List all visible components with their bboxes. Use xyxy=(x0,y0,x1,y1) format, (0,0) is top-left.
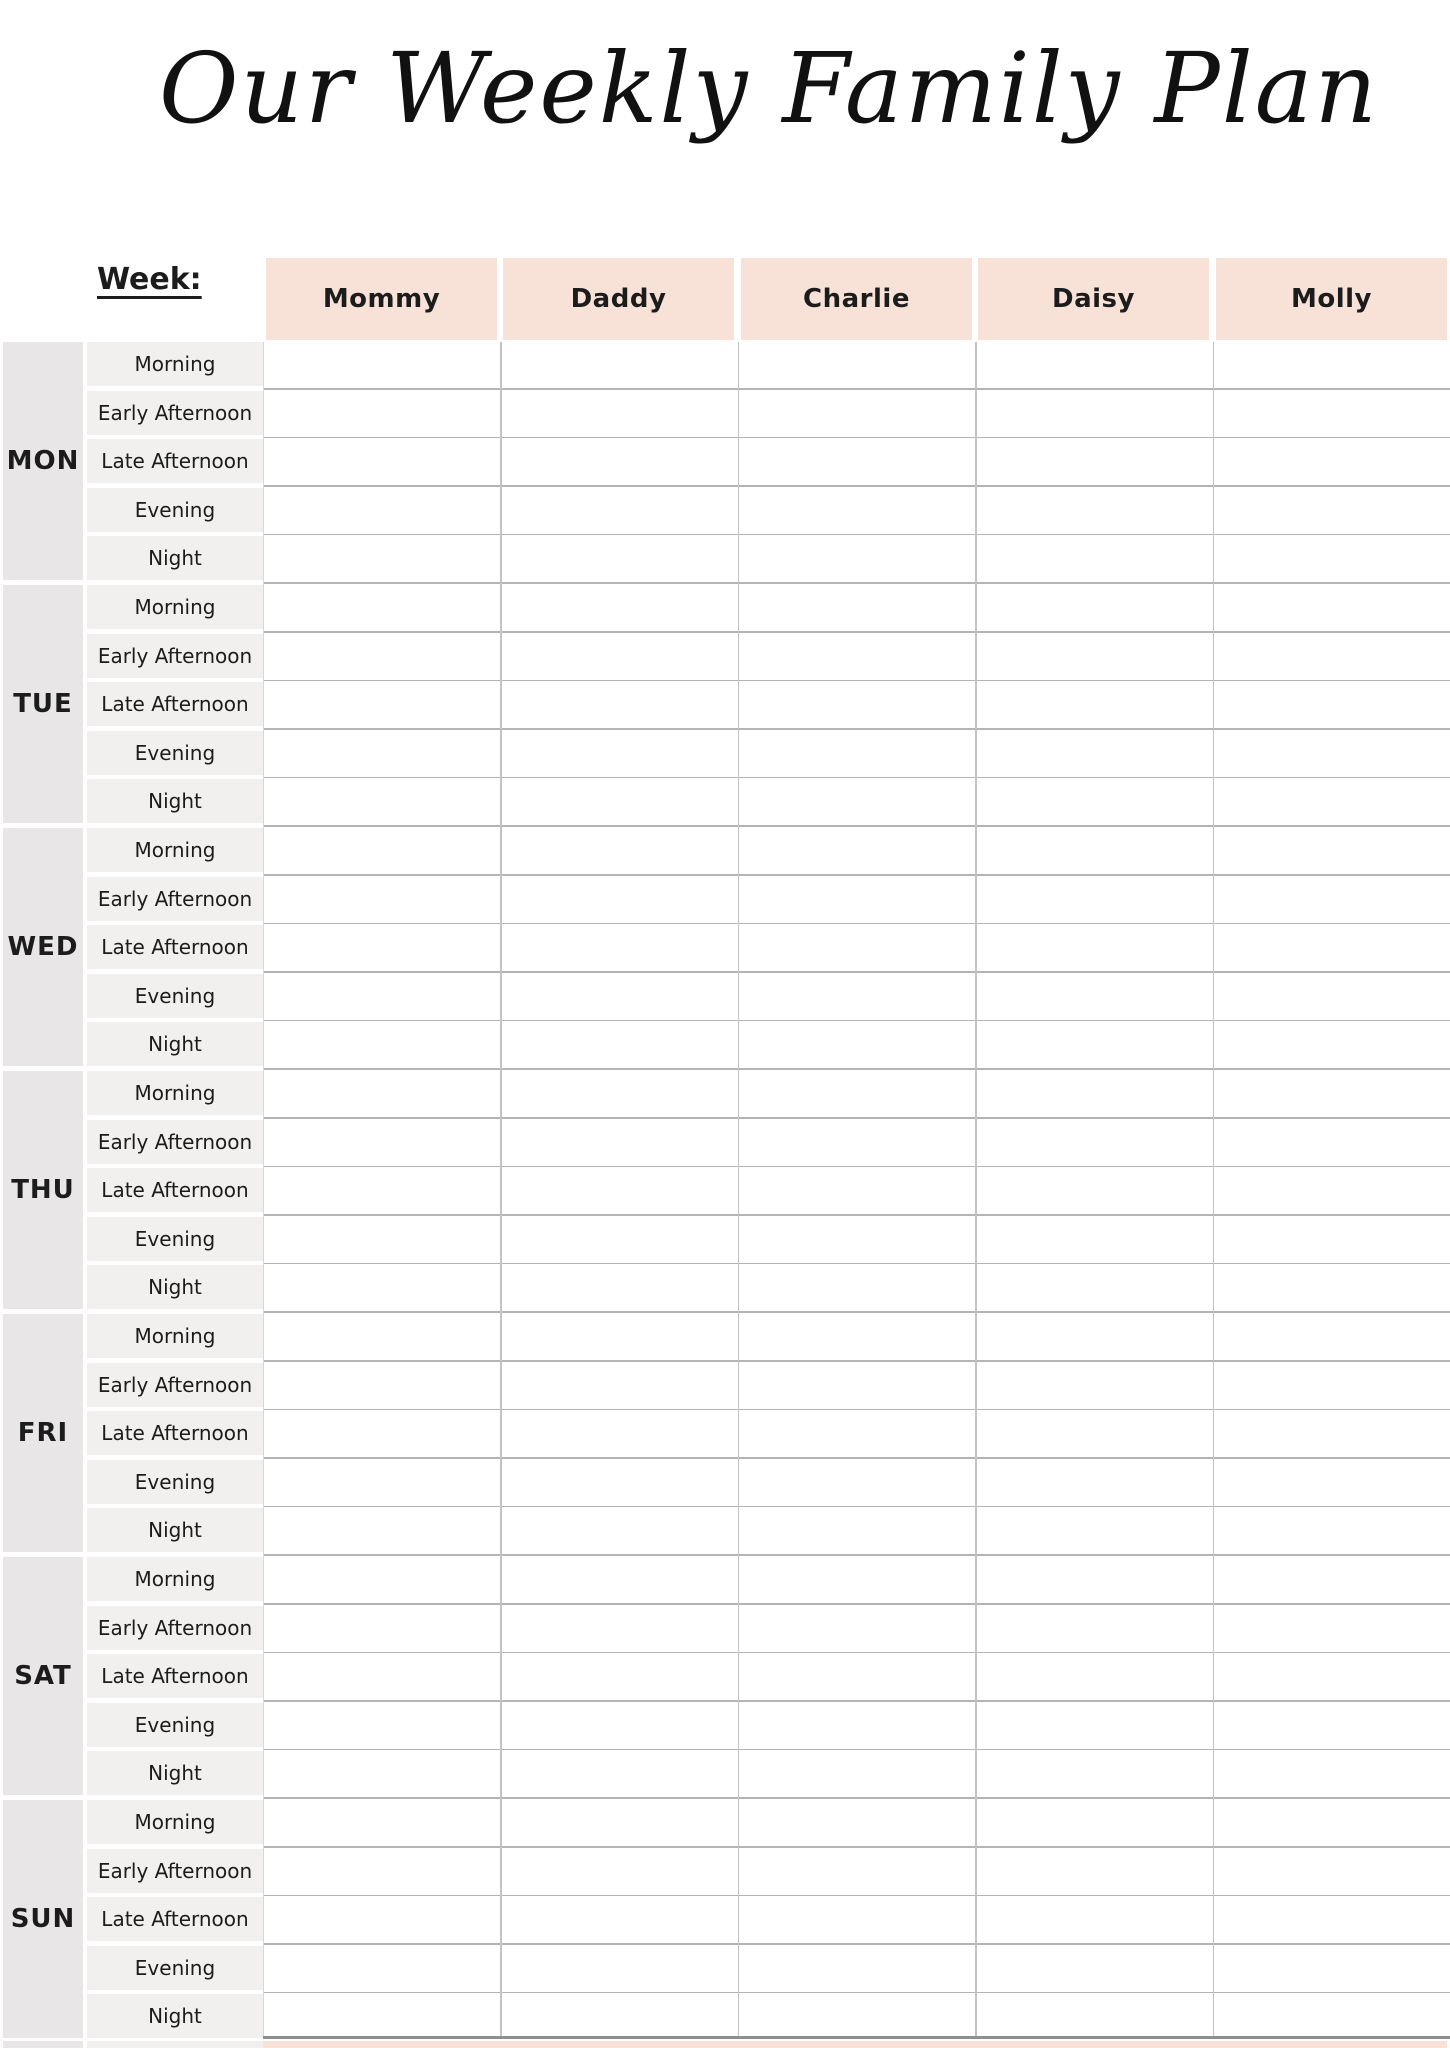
cell-mon-early-afternoon-mommy[interactable] xyxy=(263,391,500,440)
cell-wed-late-afternoon-molly[interactable] xyxy=(1213,925,1450,974)
time-slot-label-fri-late-afternoon: Late Afternoon xyxy=(87,1411,263,1455)
grid-line-horizontal xyxy=(263,971,1450,973)
grid-line-horizontal xyxy=(263,1409,1450,1411)
grid-line-horizontal xyxy=(263,1846,1450,1848)
grid-line-horizontal xyxy=(263,1749,1450,1751)
cell-tue-morning-daisy[interactable] xyxy=(975,585,1212,634)
cell-thu-late-afternoon-molly[interactable] xyxy=(1213,1168,1450,1217)
cell-thu-late-afternoon-daddy[interactable] xyxy=(500,1168,737,1217)
cell-fri-evening-daisy[interactable] xyxy=(975,1460,1212,1509)
cell-thu-evening-charlie[interactable] xyxy=(738,1217,975,1266)
cell-mon-late-afternoon-daisy[interactable] xyxy=(975,439,1212,488)
cell-tue-evening-daisy[interactable] xyxy=(975,731,1212,780)
cell-wed-late-afternoon-daddy[interactable] xyxy=(500,925,737,974)
cell-thu-late-afternoon-daisy[interactable] xyxy=(975,1168,1212,1217)
cell-sun-evening-mommy[interactable] xyxy=(263,1946,500,1995)
column-header-charlie: Charlie xyxy=(741,258,972,340)
grid-line-horizontal xyxy=(263,1263,1450,1265)
cell-thu-early-afternoon-molly[interactable] xyxy=(1213,1120,1450,1169)
day-label-sat: SAT xyxy=(3,1557,83,1795)
cell-sat-morning-daddy[interactable] xyxy=(500,1557,737,1606)
cell-mon-evening-charlie[interactable] xyxy=(738,488,975,537)
grid-line-horizontal xyxy=(263,777,1450,779)
cell-tue-early-afternoon-daddy[interactable] xyxy=(500,634,737,683)
grid-line-horizontal xyxy=(263,1311,1450,1313)
time-slot-label-thu-morning: Morning xyxy=(87,1071,263,1115)
cell-tue-night-mommy[interactable] xyxy=(263,779,500,828)
cell-wed-early-afternoon-daisy[interactable] xyxy=(975,877,1212,926)
cell-wed-evening-molly[interactable] xyxy=(1213,974,1450,1023)
cell-tue-late-afternoon-daisy[interactable] xyxy=(975,682,1212,731)
cell-fri-evening-mommy[interactable] xyxy=(263,1460,500,1509)
cell-wed-morning-daisy[interactable] xyxy=(975,828,1212,877)
cell-thu-night-molly[interactable] xyxy=(1213,1265,1450,1314)
cell-tue-early-afternoon-daisy[interactable] xyxy=(975,634,1212,683)
cell-mon-evening-daisy[interactable] xyxy=(975,488,1212,537)
time-slot-label-wed-evening: Evening xyxy=(87,974,263,1018)
time-slot-label-thu-late-afternoon: Late Afternoon xyxy=(87,1168,263,1212)
cell-thu-late-afternoon-charlie[interactable] xyxy=(738,1168,975,1217)
cell-wed-morning-mommy[interactable] xyxy=(263,828,500,877)
day-label-fri: FRI xyxy=(3,1314,83,1552)
cell-mon-night-charlie[interactable] xyxy=(738,536,975,585)
cell-mon-early-afternoon-charlie[interactable] xyxy=(738,391,975,440)
grid-line-horizontal xyxy=(263,1797,1450,1799)
next-week-day-column-cutoff xyxy=(3,2041,83,2048)
grid-line-horizontal xyxy=(263,923,1450,925)
cell-thu-evening-molly[interactable] xyxy=(1213,1217,1450,1266)
time-slot-label-wed-late-afternoon: Late Afternoon xyxy=(87,925,263,969)
cell-tue-early-afternoon-charlie[interactable] xyxy=(738,634,975,683)
time-slot-label-sun-late-afternoon: Late Afternoon xyxy=(87,1897,263,1941)
grid-line-horizontal xyxy=(263,1214,1450,1216)
cell-sat-night-molly[interactable] xyxy=(1213,1751,1450,1800)
cell-mon-morning-charlie[interactable] xyxy=(738,342,975,391)
cell-tue-night-daddy[interactable] xyxy=(500,779,737,828)
grid-line-horizontal xyxy=(263,485,1450,487)
cell-sat-late-afternoon-charlie[interactable] xyxy=(738,1654,975,1703)
cell-sat-morning-daisy[interactable] xyxy=(975,1557,1212,1606)
day-label-tue: TUE xyxy=(3,585,83,823)
cell-sat-late-afternoon-daisy[interactable] xyxy=(975,1654,1212,1703)
time-slot-label-sun-early-afternoon: Early Afternoon xyxy=(87,1849,263,1893)
time-slot-label-thu-evening: Evening xyxy=(87,1217,263,1261)
cell-sat-late-afternoon-daddy[interactable] xyxy=(500,1654,737,1703)
cell-sun-late-afternoon-molly[interactable] xyxy=(1213,1897,1450,1946)
cell-sat-late-afternoon-molly[interactable] xyxy=(1213,1654,1450,1703)
time-slot-label-mon-early-afternoon: Early Afternoon xyxy=(87,391,263,435)
day-label-thu: THU xyxy=(3,1071,83,1309)
time-slot-label-tue-late-afternoon: Late Afternoon xyxy=(87,682,263,726)
cell-fri-night-charlie[interactable] xyxy=(738,1508,975,1557)
cell-sat-morning-charlie[interactable] xyxy=(738,1557,975,1606)
cell-sat-evening-daisy[interactable] xyxy=(975,1703,1212,1752)
cell-sun-morning-charlie[interactable] xyxy=(738,1800,975,1849)
cell-sat-early-afternoon-molly[interactable] xyxy=(1213,1606,1450,1655)
cell-sat-night-charlie[interactable] xyxy=(738,1751,975,1800)
grid-border-bottom xyxy=(263,2036,1450,2039)
grid-line-horizontal xyxy=(263,1603,1450,1605)
cell-fri-night-daisy[interactable] xyxy=(975,1508,1212,1557)
week-field-label: Week: xyxy=(97,262,202,297)
cell-thu-morning-molly[interactable] xyxy=(1213,1071,1450,1120)
cell-mon-early-afternoon-molly[interactable] xyxy=(1213,391,1450,440)
column-header-daddy: Daddy xyxy=(503,258,734,340)
cell-wed-early-afternoon-molly[interactable] xyxy=(1213,877,1450,926)
time-slot-label-mon-night: Night xyxy=(87,536,263,580)
grid-line-vertical xyxy=(500,342,502,2036)
cell-sat-night-daisy[interactable] xyxy=(975,1751,1212,1800)
cell-tue-evening-molly[interactable] xyxy=(1213,731,1450,780)
grid-line-horizontal xyxy=(263,582,1450,584)
grid-line-vertical xyxy=(1213,342,1215,2036)
cell-wed-early-afternoon-mommy[interactable] xyxy=(263,877,500,926)
cell-sun-early-afternoon-mommy[interactable] xyxy=(263,1849,500,1898)
cell-fri-morning-charlie[interactable] xyxy=(738,1314,975,1363)
grid-line-horizontal xyxy=(263,1360,1450,1362)
time-slot-label-sat-late-afternoon: Late Afternoon xyxy=(87,1654,263,1698)
cell-fri-early-afternoon-mommy[interactable] xyxy=(263,1363,500,1412)
grid-line-horizontal xyxy=(263,1554,1450,1556)
cell-mon-late-afternoon-molly[interactable] xyxy=(1213,439,1450,488)
time-slot-label-fri-night: Night xyxy=(87,1508,263,1552)
next-week-time-column-cutoff xyxy=(87,2041,263,2048)
cell-fri-early-afternoon-daddy[interactable] xyxy=(500,1363,737,1412)
day-label-mon: MON xyxy=(3,342,83,580)
cell-sun-early-afternoon-daddy[interactable] xyxy=(500,1849,737,1898)
cell-fri-late-afternoon-mommy[interactable] xyxy=(263,1411,500,1460)
cell-mon-early-afternoon-daddy[interactable] xyxy=(500,391,737,440)
cell-tue-late-afternoon-mommy[interactable] xyxy=(263,682,500,731)
cell-wed-evening-daisy[interactable] xyxy=(975,974,1212,1023)
time-slot-label-mon-evening: Evening xyxy=(87,488,263,532)
cell-fri-morning-mommy[interactable] xyxy=(263,1314,500,1363)
cell-mon-late-afternoon-mommy[interactable] xyxy=(263,439,500,488)
grid-line-horizontal xyxy=(263,874,1450,876)
cell-thu-late-afternoon-mommy[interactable] xyxy=(263,1168,500,1217)
cell-wed-evening-daddy[interactable] xyxy=(500,974,737,1023)
grid-line-horizontal xyxy=(263,1117,1450,1119)
grid-line-horizontal xyxy=(263,1943,1450,1945)
cell-tue-night-molly[interactable] xyxy=(1213,779,1450,828)
cell-tue-morning-mommy[interactable] xyxy=(263,585,500,634)
cell-mon-night-daisy[interactable] xyxy=(975,536,1212,585)
cell-fri-morning-molly[interactable] xyxy=(1213,1314,1450,1363)
cell-fri-late-afternoon-molly[interactable] xyxy=(1213,1411,1450,1460)
time-slot-label-tue-morning: Morning xyxy=(87,585,263,629)
next-week-header-cutoff xyxy=(263,2041,1447,2048)
cell-sun-morning-daisy[interactable] xyxy=(975,1800,1212,1849)
cell-wed-early-afternoon-daddy[interactable] xyxy=(500,877,737,926)
grid-line-horizontal xyxy=(263,1457,1450,1459)
cell-tue-night-daisy[interactable] xyxy=(975,779,1212,828)
time-slot-label-sun-evening: Evening xyxy=(87,1946,263,1990)
grid-line-horizontal xyxy=(263,1506,1450,1508)
time-slot-label-mon-late-afternoon: Late Afternoon xyxy=(87,439,263,483)
grid-border-left xyxy=(263,342,264,2036)
cell-sat-early-afternoon-charlie[interactable] xyxy=(738,1606,975,1655)
grid-line-horizontal xyxy=(263,1895,1450,1897)
cell-sat-morning-mommy[interactable] xyxy=(263,1557,500,1606)
cell-fri-late-afternoon-charlie[interactable] xyxy=(738,1411,975,1460)
cell-sun-morning-daddy[interactable] xyxy=(500,1800,737,1849)
cell-wed-morning-charlie[interactable] xyxy=(738,828,975,877)
cell-fri-evening-molly[interactable] xyxy=(1213,1460,1450,1509)
time-slot-label-sat-night: Night xyxy=(87,1751,263,1795)
cell-tue-morning-molly[interactable] xyxy=(1213,585,1450,634)
cell-mon-morning-molly[interactable] xyxy=(1213,342,1450,391)
cell-wed-night-daddy[interactable] xyxy=(500,1022,737,1071)
cell-thu-morning-daisy[interactable] xyxy=(975,1071,1212,1120)
cell-fri-early-afternoon-molly[interactable] xyxy=(1213,1363,1450,1412)
cell-tue-late-afternoon-charlie[interactable] xyxy=(738,682,975,731)
cell-wed-morning-molly[interactable] xyxy=(1213,828,1450,877)
column-header-daisy: Daisy xyxy=(978,258,1209,340)
time-slot-label-tue-evening: Evening xyxy=(87,731,263,775)
time-slot-label-thu-early-afternoon: Early Afternoon xyxy=(87,1120,263,1164)
cell-sun-evening-daddy[interactable] xyxy=(500,1946,737,1995)
cell-mon-night-daddy[interactable] xyxy=(500,536,737,585)
cell-thu-early-afternoon-mommy[interactable] xyxy=(263,1120,500,1169)
cell-wed-late-afternoon-charlie[interactable] xyxy=(738,925,975,974)
cell-tue-late-afternoon-molly[interactable] xyxy=(1213,682,1450,731)
page-title: Our Weekly Family Plan xyxy=(158,32,1380,145)
cell-sat-evening-daddy[interactable] xyxy=(500,1703,737,1752)
cell-sat-early-afternoon-daddy[interactable] xyxy=(500,1606,737,1655)
time-slot-label-sun-night: Night xyxy=(87,1994,263,2038)
cell-thu-evening-daddy[interactable] xyxy=(500,1217,737,1266)
cell-wed-late-afternoon-mommy[interactable] xyxy=(263,925,500,974)
cell-sun-late-afternoon-charlie[interactable] xyxy=(738,1897,975,1946)
cell-sun-late-afternoon-mommy[interactable] xyxy=(263,1897,500,1946)
cell-sun-morning-mommy[interactable] xyxy=(263,1800,500,1849)
grid-line-horizontal xyxy=(263,1068,1450,1070)
cell-sun-morning-molly[interactable] xyxy=(1213,1800,1450,1849)
cell-thu-morning-mommy[interactable] xyxy=(263,1071,500,1120)
grid-line-horizontal xyxy=(263,1700,1450,1702)
cell-thu-night-charlie[interactable] xyxy=(738,1265,975,1314)
cell-sun-early-afternoon-molly[interactable] xyxy=(1213,1849,1450,1898)
grid-line-horizontal xyxy=(263,437,1450,439)
time-slot-label-fri-early-afternoon: Early Afternoon xyxy=(87,1363,263,1407)
time-slot-label-sat-early-afternoon: Early Afternoon xyxy=(87,1606,263,1650)
cell-sat-early-afternoon-daisy[interactable] xyxy=(975,1606,1212,1655)
cell-fri-night-molly[interactable] xyxy=(1213,1508,1450,1557)
cell-fri-late-afternoon-daisy[interactable] xyxy=(975,1411,1212,1460)
cell-mon-morning-daddy[interactable] xyxy=(500,342,737,391)
cell-tue-early-afternoon-mommy[interactable] xyxy=(263,634,500,683)
time-slot-label-tue-early-afternoon: Early Afternoon xyxy=(87,634,263,678)
cell-thu-early-afternoon-daddy[interactable] xyxy=(500,1120,737,1169)
cell-fri-early-afternoon-charlie[interactable] xyxy=(738,1363,975,1412)
cell-tue-morning-charlie[interactable] xyxy=(738,585,975,634)
grid-line-horizontal xyxy=(263,1166,1450,1168)
cell-fri-early-afternoon-daisy[interactable] xyxy=(975,1363,1212,1412)
cell-mon-early-afternoon-daisy[interactable] xyxy=(975,391,1212,440)
cell-fri-evening-charlie[interactable] xyxy=(738,1460,975,1509)
cell-thu-night-daisy[interactable] xyxy=(975,1265,1212,1314)
day-label-sun: SUN xyxy=(3,1800,83,2038)
cell-sun-evening-molly[interactable] xyxy=(1213,1946,1450,1995)
cell-thu-evening-daisy[interactable] xyxy=(975,1217,1212,1266)
cell-mon-morning-mommy[interactable] xyxy=(263,342,500,391)
cell-fri-late-afternoon-daddy[interactable] xyxy=(500,1411,737,1460)
cell-fri-night-mommy[interactable] xyxy=(263,1508,500,1557)
cell-tue-early-afternoon-molly[interactable] xyxy=(1213,634,1450,683)
grid-line-horizontal xyxy=(263,631,1450,633)
cell-sun-early-afternoon-charlie[interactable] xyxy=(738,1849,975,1898)
time-slot-label-sat-morning: Morning xyxy=(87,1557,263,1601)
time-slot-label-sat-evening: Evening xyxy=(87,1703,263,1747)
cell-sat-early-afternoon-mommy[interactable] xyxy=(263,1606,500,1655)
cell-tue-morning-daddy[interactable] xyxy=(500,585,737,634)
cell-tue-night-charlie[interactable] xyxy=(738,779,975,828)
cell-fri-morning-daddy[interactable] xyxy=(500,1314,737,1363)
cell-thu-night-mommy[interactable] xyxy=(263,1265,500,1314)
cell-sat-evening-charlie[interactable] xyxy=(738,1703,975,1752)
cell-tue-evening-daddy[interactable] xyxy=(500,731,737,780)
time-slot-label-thu-night: Night xyxy=(87,1265,263,1309)
grid-line-horizontal xyxy=(263,388,1450,390)
time-slot-label-fri-evening: Evening xyxy=(87,1460,263,1504)
cell-wed-evening-charlie[interactable] xyxy=(738,974,975,1023)
cell-sat-night-mommy[interactable] xyxy=(263,1751,500,1800)
time-slot-label-fri-morning: Morning xyxy=(87,1314,263,1358)
column-header-molly: Molly xyxy=(1216,258,1447,340)
cell-sat-night-daddy[interactable] xyxy=(500,1751,737,1800)
cell-tue-late-afternoon-daddy[interactable] xyxy=(500,682,737,731)
cell-wed-night-mommy[interactable] xyxy=(263,1022,500,1071)
cell-sat-evening-molly[interactable] xyxy=(1213,1703,1450,1752)
cell-mon-evening-mommy[interactable] xyxy=(263,488,500,537)
grid-line-horizontal xyxy=(263,534,1450,536)
cell-mon-evening-daddy[interactable] xyxy=(500,488,737,537)
cell-mon-late-afternoon-daddy[interactable] xyxy=(500,439,737,488)
cell-sat-morning-molly[interactable] xyxy=(1213,1557,1450,1606)
cell-fri-morning-daisy[interactable] xyxy=(975,1314,1212,1363)
time-slot-label-sun-morning: Morning xyxy=(87,1800,263,1844)
cell-wed-night-daisy[interactable] xyxy=(975,1022,1212,1071)
cell-thu-early-afternoon-charlie[interactable] xyxy=(738,1120,975,1169)
cell-wed-night-molly[interactable] xyxy=(1213,1022,1450,1071)
cell-fri-night-daddy[interactable] xyxy=(500,1508,737,1557)
cell-thu-morning-daddy[interactable] xyxy=(500,1071,737,1120)
grid-line-horizontal xyxy=(263,1992,1450,1994)
cell-wed-late-afternoon-daisy[interactable] xyxy=(975,925,1212,974)
time-slot-label-wed-early-afternoon: Early Afternoon xyxy=(87,877,263,921)
cell-sun-early-afternoon-daisy[interactable] xyxy=(975,1849,1212,1898)
cell-mon-night-mommy[interactable] xyxy=(263,536,500,585)
time-slot-label-tue-night: Night xyxy=(87,779,263,823)
time-slot-label-wed-morning: Morning xyxy=(87,828,263,872)
cell-sun-late-afternoon-daddy[interactable] xyxy=(500,1897,737,1946)
cell-thu-evening-mommy[interactable] xyxy=(263,1217,500,1266)
grid-line-horizontal xyxy=(263,680,1450,682)
time-slot-label-mon-morning: Morning xyxy=(87,342,263,386)
grid-line-horizontal xyxy=(263,825,1450,827)
cell-mon-morning-daisy[interactable] xyxy=(975,342,1212,391)
cell-wed-night-charlie[interactable] xyxy=(738,1022,975,1071)
grid-line-horizontal xyxy=(263,1652,1450,1654)
cell-sun-late-afternoon-daisy[interactable] xyxy=(975,1897,1212,1946)
cell-mon-late-afternoon-charlie[interactable] xyxy=(738,439,975,488)
grid-line-vertical xyxy=(975,342,977,2036)
cell-mon-evening-molly[interactable] xyxy=(1213,488,1450,537)
cell-sun-evening-charlie[interactable] xyxy=(738,1946,975,1995)
cell-thu-morning-charlie[interactable] xyxy=(738,1071,975,1120)
grid-line-horizontal xyxy=(263,728,1450,730)
cell-tue-evening-mommy[interactable] xyxy=(263,731,500,780)
column-header-mommy: Mommy xyxy=(266,258,497,340)
cell-sun-evening-daisy[interactable] xyxy=(975,1946,1212,1995)
cell-tue-evening-charlie[interactable] xyxy=(738,731,975,780)
cell-fri-evening-daddy[interactable] xyxy=(500,1460,737,1509)
cell-wed-early-afternoon-charlie[interactable] xyxy=(738,877,975,926)
time-slot-label-wed-night: Night xyxy=(87,1022,263,1066)
cell-thu-early-afternoon-daisy[interactable] xyxy=(975,1120,1212,1169)
day-label-wed: WED xyxy=(3,828,83,1066)
grid-line-horizontal xyxy=(263,1020,1450,1022)
cell-mon-night-molly[interactable] xyxy=(1213,536,1450,585)
grid-line-vertical xyxy=(738,342,740,2036)
cell-wed-evening-mommy[interactable] xyxy=(263,974,500,1023)
cell-thu-night-daddy[interactable] xyxy=(500,1265,737,1314)
cell-wed-morning-daddy[interactable] xyxy=(500,828,737,877)
cell-sat-late-afternoon-mommy[interactable] xyxy=(263,1654,500,1703)
cell-sat-evening-mommy[interactable] xyxy=(263,1703,500,1752)
